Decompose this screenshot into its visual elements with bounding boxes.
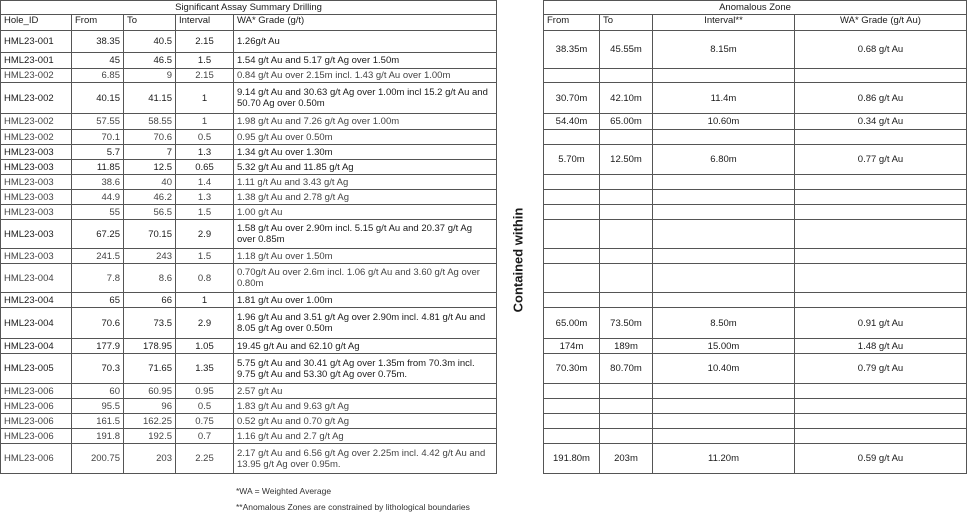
zone-from-cell: 30.70m [544,83,600,114]
zone-grade-cell: 0.34 g/t Au [795,114,967,130]
zone-from-cell [544,384,600,399]
zone-from-cell: 54.40m [544,114,600,130]
to-cell: 8.6 [124,264,176,293]
grade-cell: 1.98 g/t Au and 7.26 g/t Ag over 1.00m [234,114,497,130]
hole-id-cell: HML23-002 [1,83,72,114]
zone-to-cell [600,384,653,399]
col-header-interval: Interval [176,15,234,31]
zone-grade-cell [795,69,967,83]
table-row [1,130,497,145]
hole-id-cell: HML23-004 [1,293,72,308]
table-row [1,354,497,384]
interval-cell: 1.05 [176,339,234,354]
zone-interval-cell [653,130,795,145]
from-cell: 38.6 [72,175,124,190]
interval-cell: 1.3 [176,145,234,160]
zone-grade-cell [795,293,967,308]
table-row [1,220,497,249]
hole-id-cell: HML23-005 [1,354,72,384]
to-cell: 71.65 [124,354,176,384]
grade-cell: 1.96 g/t Au and 3.51 g/t Ag over 2.90m incl. 4.81 g/t Au and 8.05 g/t Ag over 0.50m [234,308,497,339]
interval-cell: 0.5 [176,399,234,414]
zone-to-cell [600,249,653,264]
zone-grade-cell [795,264,967,293]
hole-id-cell: HML23-006 [1,399,72,414]
zone-interval-cell [653,293,795,308]
grade-cell: 19.45 g/t Au and 62.10 g/t Ag [234,339,497,354]
interval-cell: 2.15 [176,31,234,53]
zone-grade-cell [795,130,967,145]
zone-row [544,220,967,249]
hole-id-cell: HML23-003 [1,145,72,160]
zone-grade-cell [795,429,967,444]
zone-grade-cell: 0.68 g/t Au [795,31,967,69]
zone-to-cell [600,399,653,414]
to-cell: 40 [124,175,176,190]
zone-interval-cell: 6.80m [653,145,795,175]
interval-cell: 0.7 [176,429,234,444]
zone-to-cell [600,205,653,220]
grade-cell: 0.95 g/t Au over 0.50m [234,130,497,145]
from-cell: 70.3 [72,354,124,384]
grade-cell: 1.58 g/t Au over 2.90m incl. 5.15 g/t Au and 20.37 g/t Ag over 0.85m [234,220,497,249]
hole-id-cell: HML23-003 [1,160,72,175]
zone-to-cell [600,414,653,429]
zone-to-cell: 80.70m [600,354,653,384]
zone-table-title: Anomalous Zone [544,1,967,15]
to-cell: 46.5 [124,53,176,69]
zone-interval-cell: 11.20m [653,444,795,474]
zone-interval-cell: 10.60m [653,114,795,130]
zone-to-cell [600,429,653,444]
zone-interval-cell [653,384,795,399]
zone-row [544,114,967,130]
hole-id-cell: HML23-004 [1,339,72,354]
zone-interval-cell: 8.50m [653,308,795,339]
hole-id-cell: HML23-006 [1,444,72,474]
hole-id-cell: HML23-003 [1,249,72,264]
grade-cell: 1.54 g/t Au and 5.17 g/t Ag over 1.50m [234,53,497,69]
table-row [1,264,497,293]
zone-from-cell [544,249,600,264]
from-cell: 45 [72,53,124,69]
zone-interval-cell: 11.4m [653,83,795,114]
zone-from-cell [544,69,600,83]
from-cell: 70.6 [72,308,124,339]
assay-summary-table [0,0,497,474]
zone-grade-cell: 0.77 g/t Au [795,145,967,175]
col-header-hole-id: Hole_ID [1,15,72,31]
grade-cell: 0.84 g/t Au over 2.15m incl. 1.43 g/t Au over 1.00m [234,69,497,83]
to-cell: 70.6 [124,130,176,145]
zone-row [544,249,967,264]
to-cell: 73.5 [124,308,176,339]
zone-from-cell: 191.80m [544,444,600,474]
zone-to-cell: 45.55m [600,31,653,69]
from-cell: 177.9 [72,339,124,354]
zone-to-cell [600,293,653,308]
table-row [1,190,497,205]
zone-grade-cell: 0.86 g/t Au [795,83,967,114]
to-cell: 9 [124,69,176,83]
zone-from-cell [544,414,600,429]
table-row [1,384,497,399]
interval-cell: 1 [176,114,234,130]
to-cell: 66 [124,293,176,308]
zone-row [544,264,967,293]
hole-id-cell: HML23-002 [1,69,72,83]
grade-cell: 1.83 g/t Au and 9.63 g/t Ag [234,399,497,414]
to-cell: 192.5 [124,429,176,444]
zone-from-cell [544,205,600,220]
zone-to-cell [600,175,653,190]
anomalous-zone-table [543,0,967,474]
interval-cell: 2.9 [176,308,234,339]
grade-cell: 2.17 g/t Au and 6.56 g/t Ag over 2.25m incl. 4.42 g/t Au and 13.95 g/t Ag over 0.95m. [234,444,497,474]
zone-grade-cell [795,249,967,264]
interval-cell: 1.35 [176,354,234,384]
zone-to-cell: 203m [600,444,653,474]
zone-row [544,308,967,339]
zone-interval-cell [653,399,795,414]
zone-header-grade: WA* Grade (g/t Au) [795,15,967,31]
from-cell: 40.15 [72,83,124,114]
hole-id-cell: HML23-003 [1,220,72,249]
grade-cell: 1.26g/t Au [234,31,497,53]
zone-from-cell [544,429,600,444]
zone-from-cell [544,399,600,414]
interval-cell: 1.3 [176,190,234,205]
footnote-weighted-average: *WA = Weighted Average [236,486,332,496]
from-cell: 6.85 [72,69,124,83]
zone-grade-cell [795,175,967,190]
table-row [1,114,497,130]
table-row [1,339,497,354]
zone-from-cell [544,264,600,293]
from-cell: 55 [72,205,124,220]
interval-cell: 0.5 [176,130,234,145]
hole-id-cell: HML23-003 [1,205,72,220]
col-header-grade: WA* Grade (g/t) [234,15,497,31]
zone-grade-cell [795,205,967,220]
table-row [1,83,497,114]
zone-to-cell: 73.50m [600,308,653,339]
zone-interval-cell [653,429,795,444]
zone-grade-cell: 0.91 g/t Au [795,308,967,339]
zone-grade-cell: 0.59 g/t Au [795,444,967,474]
zone-interval-cell [653,249,795,264]
to-cell: 162.25 [124,414,176,429]
contained-within-label: Contained within [510,207,526,313]
zone-from-cell [544,293,600,308]
zone-grade-cell: 0.79 g/t Au [795,354,967,384]
zone-to-cell [600,130,653,145]
zone-grade-cell [795,220,967,249]
table-row [1,205,497,220]
table-row [1,293,497,308]
hole-id-cell: HML23-006 [1,414,72,429]
interval-cell: 2.9 [176,220,234,249]
from-cell: 44.9 [72,190,124,205]
table-row [1,414,497,429]
zone-row [544,175,967,190]
to-cell: 243 [124,249,176,264]
zone-interval-cell [653,190,795,205]
zone-row [544,339,967,354]
interval-cell: 1 [176,293,234,308]
table-row [1,399,497,414]
zone-to-cell: 189m [600,339,653,354]
interval-cell: 0.95 [176,384,234,399]
table-row [1,175,497,190]
grade-cell: 9.14 g/t Au and 30.63 g/t Ag over 1.00m incl 15.2 g/t Au and 50.70 Ag over 0.50m [234,83,497,114]
interval-cell: 1.5 [176,53,234,69]
zone-to-cell: 42.10m [600,83,653,114]
hole-id-cell: HML23-006 [1,384,72,399]
from-cell: 161.5 [72,414,124,429]
interval-cell: 1 [176,83,234,114]
zone-row [544,354,967,384]
grade-cell: 1.16 g/t Au and 2.7 g/t Ag [234,429,497,444]
to-cell: 58.55 [124,114,176,130]
hole-id-cell: HML23-001 [1,53,72,69]
zone-from-cell: 65.00m [544,308,600,339]
grade-cell: 1.34 g/t Au over 1.30m [234,145,497,160]
from-cell: 70.1 [72,130,124,145]
col-header-to: To [124,15,176,31]
from-cell: 60 [72,384,124,399]
interval-cell: 1.5 [176,249,234,264]
interval-cell: 2.15 [176,69,234,83]
to-cell: 70.15 [124,220,176,249]
to-cell: 56.5 [124,205,176,220]
zone-interval-cell: 8.15m [653,31,795,69]
zone-to-cell [600,264,653,293]
zone-interval-cell [653,264,795,293]
zone-grade-cell [795,190,967,205]
zone-row [544,429,967,444]
zone-to-cell: 12.50m [600,145,653,175]
from-cell: 38.35 [72,31,124,53]
zone-from-cell: 174m [544,339,600,354]
from-cell: 65 [72,293,124,308]
grade-cell: 1.81 g/t Au over 1.00m [234,293,497,308]
assay-table-title: Significant Assay Summary Drilling [1,1,497,15]
zone-row [544,31,967,53]
zone-interval-cell [653,175,795,190]
from-cell: 7.8 [72,264,124,293]
grade-cell: 2.57 g/t Au [234,384,497,399]
zone-row [544,145,967,160]
zone-grade-cell [795,399,967,414]
col-header-from: From [72,15,124,31]
grade-cell: 1.18 g/t Au over 1.50m [234,249,497,264]
zone-to-cell: 65.00m [600,114,653,130]
to-cell: 46.2 [124,190,176,205]
zone-header-to: To [600,15,653,31]
zone-row [544,190,967,205]
interval-cell: 0.65 [176,160,234,175]
zone-row [544,130,967,145]
table-row [1,53,497,69]
grade-cell: 1.11 g/t Au and 3.43 g/t Ag [234,175,497,190]
table-row [1,249,497,264]
grade-cell: 5.75 g/t Au and 30.41 g/t Ag over 1.35m from 70.3m incl. 9.75 g/t Au and 53.30 g/t Ag over 0.75m. [234,354,497,384]
zone-row [544,293,967,308]
from-cell: 95.5 [72,399,124,414]
interval-cell: 2.25 [176,444,234,474]
hole-id-cell: HML23-002 [1,130,72,145]
from-cell: 5.7 [72,145,124,160]
zone-grade-cell: 1.48 g/t Au [795,339,967,354]
zone-grade-cell [795,414,967,429]
zone-row [544,399,967,414]
to-cell: 60.95 [124,384,176,399]
from-cell: 200.75 [72,444,124,474]
zone-grade-cell [795,384,967,399]
table-row [1,429,497,444]
to-cell: 7 [124,145,176,160]
from-cell: 11.85 [72,160,124,175]
hole-id-cell: HML23-003 [1,190,72,205]
to-cell: 178.95 [124,339,176,354]
grade-cell: 5.32 g/t Au and 11.85 g/t Ag [234,160,497,175]
zone-from-cell [544,190,600,205]
from-cell: 241.5 [72,249,124,264]
grade-cell: 0.70g/t Au over 2.6m incl. 1.06 g/t Au and 3.60 g/t Ag over 0.80m [234,264,497,293]
zone-to-cell [600,69,653,83]
interval-cell: 0.75 [176,414,234,429]
zone-to-cell [600,190,653,205]
from-cell: 67.25 [72,220,124,249]
zone-interval-cell [653,69,795,83]
interval-cell: 0.8 [176,264,234,293]
zone-row [544,444,967,474]
hole-id-cell: HML23-006 [1,429,72,444]
grade-cell: 1.38 g/t Au and 2.78 g/t Ag [234,190,497,205]
zone-row [544,384,967,399]
table-row [1,308,497,339]
from-cell: 57.55 [72,114,124,130]
grade-cell: 1.00 g/t Au [234,205,497,220]
zone-header-interval: Interval** [653,15,795,31]
zone-row [544,83,967,114]
zone-interval-cell: 15.00m [653,339,795,354]
table-row [1,31,497,53]
table-row [1,145,497,160]
interval-cell: 1.4 [176,175,234,190]
zone-interval-cell [653,220,795,249]
to-cell: 12.5 [124,160,176,175]
zone-from-cell: 38.35m [544,31,600,69]
zone-interval-cell [653,414,795,429]
zone-from-cell [544,220,600,249]
table-row [1,69,497,83]
to-cell: 203 [124,444,176,474]
zone-from-cell [544,175,600,190]
zone-from-cell: 5.70m [544,145,600,175]
zone-from-cell: 70.30m [544,354,600,384]
grade-cell: 0.52 g/t Au and 0.70 g/t Ag [234,414,497,429]
zone-interval-cell [653,205,795,220]
hole-id-cell: HML23-004 [1,308,72,339]
to-cell: 41.15 [124,83,176,114]
zone-interval-cell: 10.40m [653,354,795,384]
interval-cell: 1.5 [176,205,234,220]
table-row [1,444,497,474]
zone-to-cell [600,220,653,249]
from-cell: 191.8 [72,429,124,444]
hole-id-cell: HML23-002 [1,114,72,130]
table-row [1,160,497,175]
hole-id-cell: HML23-003 [1,175,72,190]
zone-header-from: From [544,15,600,31]
hole-id-cell: HML23-001 [1,31,72,53]
zone-row [544,205,967,220]
zone-row [544,414,967,429]
footnote-anomalous-zones: **Anomalous Zones are constrained by lithological boundaries [236,502,470,512]
to-cell: 40.5 [124,31,176,53]
hole-id-cell: HML23-004 [1,264,72,293]
to-cell: 96 [124,399,176,414]
zone-row [544,69,967,83]
zone-from-cell [544,130,600,145]
